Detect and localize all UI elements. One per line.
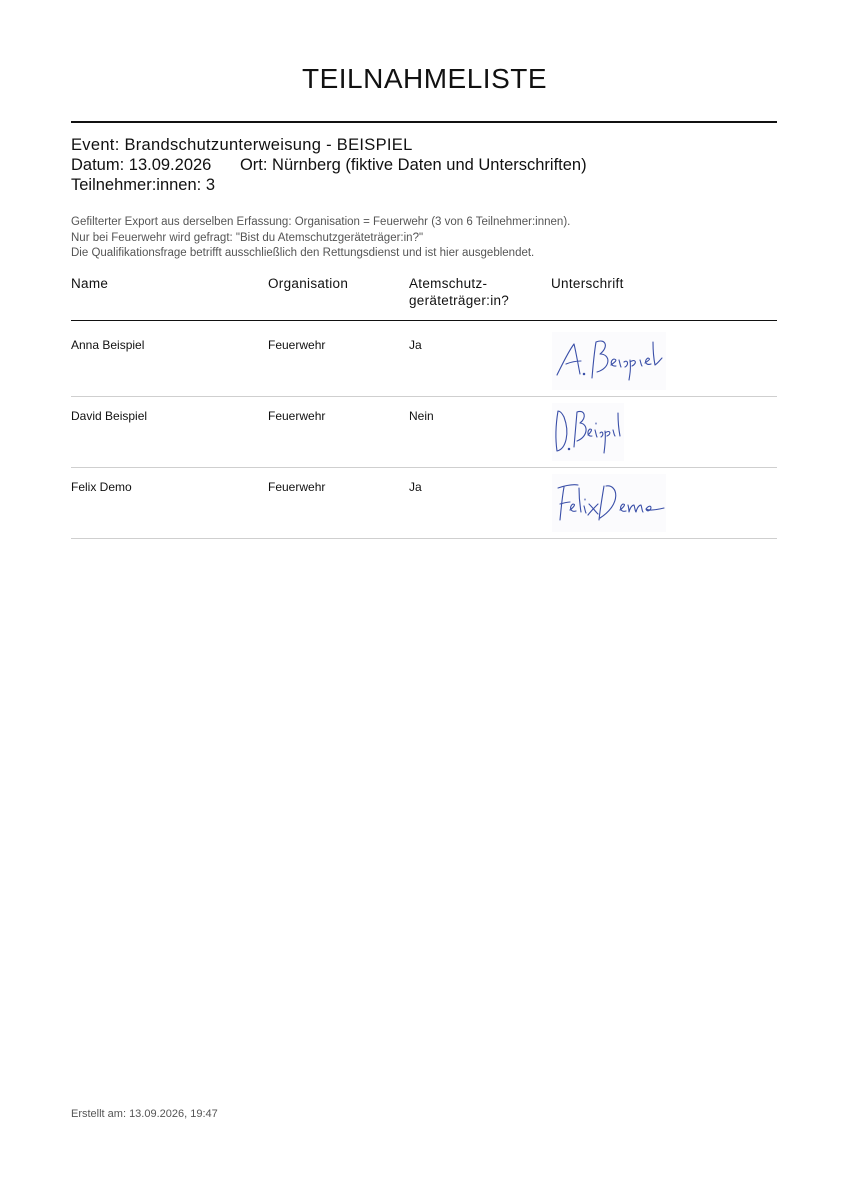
table-row <box>71 396 777 468</box>
column-header-name: Name <box>71 276 109 291</box>
cell-name: Felix Demo <box>71 480 132 494</box>
date-text: Datum: 13.09.2026 <box>71 156 212 174</box>
signature-image <box>552 403 624 461</box>
cell-atemschutz: Ja <box>409 338 422 352</box>
table-row <box>71 467 777 539</box>
signature-image <box>552 474 666 532</box>
note-line: Nur bei Feuerwehr wird gefragt: "Bist du Atemschutzgeräteträger:in?" <box>71 231 424 244</box>
document-title: TEILNAHMELISTE <box>301 63 548 94</box>
cell-name: David Beispiel <box>71 409 148 423</box>
cell-organisation: Feuerwehr <box>268 409 326 423</box>
cell-organisation: Feuerwehr <box>268 480 326 494</box>
cell-atemschutz: Nein <box>409 409 434 423</box>
table-row <box>71 325 777 397</box>
location-text: Ort: Nürnberg (fiktive Daten und Unterschriften) <box>239 156 587 174</box>
note-line: Die Qualifikationsfrage betrifft ausschließlich den Rettungsdienst und ist hier ausgeblendet. <box>71 247 535 259</box>
column-header-signature: Unterschrift <box>551 276 624 291</box>
column-header-organisation: Organisation <box>268 276 349 291</box>
note-line: Gefilterter Export aus derselben Erfassung: Organisation = Feuerwehr (3 von 6 Teilnehmer:innen). <box>71 216 571 228</box>
header-divider <box>71 320 777 321</box>
column-header-atemschutz-line2: geräteträger:in? <box>409 293 510 308</box>
created-timestamp: Erstellt am: 13.09.2026, 19:47 <box>71 1108 218 1120</box>
cell-name: Anna Beispiel <box>71 338 145 352</box>
title-divider <box>71 121 777 123</box>
participant-count: Teilnehmer:innen: 3 <box>71 176 216 194</box>
date-location-line <box>71 156 587 175</box>
cell-atemschutz: Ja <box>409 480 422 494</box>
column-header-atemschutz <box>409 275 539 309</box>
event-line: Event: Brandschutzunterweisung - BEISPIEL <box>71 136 413 154</box>
export-notes <box>71 215 570 262</box>
signature-image <box>552 332 666 390</box>
column-header-atemschutz-line1: Atemschutz- <box>409 276 488 291</box>
cell-organisation: Feuerwehr <box>268 338 326 352</box>
